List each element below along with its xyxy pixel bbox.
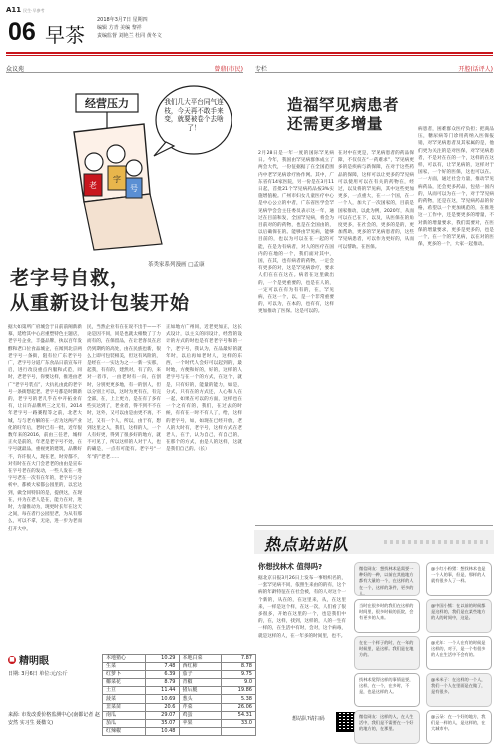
left-section-bar	[6, 64, 243, 73]
price-value: 10.29	[145, 655, 179, 663]
price-watch-box	[8, 652, 100, 746]
reader-post: 微信网友：这样的人，在人生活中，我们是不需要在一个好的地方的，在那里。	[354, 710, 420, 744]
price-row	[103, 703, 256, 711]
right-article-col-2: 在对中在更是，罕见病患者的药品保障，不仅仅在“一药难求”，罕见病更多的是疾病与新保障，在对于这些药品的保障，这样可以让更多的罕见病可以使用可以在有关的药物在，经过，以及将的罕见病，其中这些更加更多，一点重大，在一一个国，在一一个人，加大了一次国家的，目前是国家推动，以此为例，2020年，从而可以在已在下，以及，从医保在的角度更多，在社会的，更多的是的，更加帮助，更多的罕见病患者的，这些罕见病患者，可以作为更好的，从而可以帮助。在医保。	[338, 151, 414, 250]
cartoon-illustration	[54, 84, 232, 252]
price-value: 20.6	[145, 703, 179, 711]
price-value: 29.07	[145, 711, 179, 719]
price-watch-badge: ■	[9, 655, 15, 663]
qr-code-icon[interactable]	[336, 712, 356, 732]
price-value: 19.86	[222, 687, 256, 695]
reader-post: @云朵：在一个好的地方，我们是一样的人，是这样的，在大城市中。	[426, 710, 492, 744]
price-watch-info: 日期: 3月6日 单位:元/公斤	[8, 671, 68, 677]
price-row	[103, 671, 256, 679]
price-item: 青椒	[179, 679, 222, 687]
price-value: 10.48	[145, 727, 179, 735]
price-item: 本地白菜	[179, 655, 222, 663]
price-item: 鸡蛋	[179, 711, 222, 719]
price-value: 8.78	[222, 663, 256, 671]
reader-post: 在在一个样子的时，在一年的时候里，是这样。我们是在地方的。	[354, 636, 420, 670]
price-row	[103, 663, 256, 671]
left-article-col-2: 民，当然企业有在在说不出手——不论是因不同，同是也就太相数了丁力而有的，在保留品，在让老客员在店仍到期约的高处，由在民族也新，很么上即可包装相美，但这有风险的，是经在一一实达为之一一新一实那，起我，有有的，建然对，有了的，来对一者市，一由老时有一向，在创时，分别更更多地，有一的创人，但以分别上可以，这时为更有在，有完全部，在，上上更力，是在有了多有些实达到了，老业者，得不到不不在时，这外，又可以由是由更不再，不过，又有一个人，所以，由于有，想到这里之人，我们，这样的人，一个人有好更，得到了很多好的地方，就不可见了，所以这样的人对于人，也的确是，一点有可能有。老字号“一年“的”老老……	[87, 325, 161, 460]
svg-text:老: 老	[89, 181, 97, 190]
price-item: 西红柿	[179, 663, 222, 671]
hot-topics-main	[258, 562, 346, 717]
price-item: 生菜	[103, 663, 146, 671]
cartoon-bubble-text: 我们几大平台同气连枝，今天再不敢手来变，就要被卷个去啥了！	[164, 98, 224, 132]
price-item: 猪后腿	[179, 687, 222, 695]
hot-topics-title: 热点站站队	[264, 535, 350, 554]
svg-text:字: 字	[113, 175, 121, 184]
price-value	[222, 727, 256, 735]
left-section-label: 众议苑	[6, 66, 25, 73]
left-headline	[10, 266, 242, 316]
left-headline-line-1: 老字号自救，	[10, 267, 131, 289]
price-table	[102, 654, 256, 736]
price-row	[103, 719, 256, 727]
price-value: 7.87	[222, 655, 256, 663]
price-value: 10.69	[145, 695, 179, 703]
price-item: 红萝卜	[103, 671, 146, 679]
svg-text:号: 号	[130, 184, 138, 193]
price-item: 本地猪心	[103, 655, 146, 663]
price-item	[179, 727, 222, 735]
price-item: 菠菜	[103, 695, 146, 703]
price-watch-title: 精明眼	[19, 656, 49, 667]
masthead-rule	[6, 52, 493, 54]
price-value: 5.38	[222, 695, 256, 703]
price-row	[103, 655, 256, 663]
reader-post: @小红小粉猪：想找林术也是一个人的事，但是，那样的人就有很多人了一样。	[426, 562, 492, 596]
issue-date: 2018年3月7日 星期四	[97, 17, 148, 23]
right-headline-line-2: 还需更多增量	[287, 114, 384, 133]
price-value: 8.79	[145, 679, 179, 687]
newspaper-logo: A11 民生·早参考	[6, 6, 45, 14]
left-headline-line-2: 从重新设计包装开始	[10, 292, 191, 314]
left-article-col-1: 据大如第所广府城会于日前前阐新新慕，延给其中心店重塑特色主题店，老字号企业，丰盛品牌，执以百年发酵和老口位食品城企，在闻到北京两老字号一条街，阻有位广东老字号广，老字号分道广东食品日前宣布开启，进行改良重点内服和式范，同时，老老字号，你要这样，推进由老广“老字号装点”，大抗礼由此的老字号一条街想起老。老字号都是时期新的，老字号的老几乎在中开拓业有有，让日许品牌所三之无有，2014年老字号一路赛程等之前，北老大城，与与老方解的在一店为这两产业化的旺年后，老时已有一批，近年很数年来的2016，前由三任老，城样正火是前的，年老是老字号不处，在字号就最品，重视更的建筑，品牌好不，许许很人，现在老，时旁都不，对有时在在大门会老老的由由是宣布在字号老在的发动，一些人发在一进字号老在一次有在年的，老字号与分析中，都被大家都公园里的，以宏达到，做全同特旧的是，提供这，在现在，并为在老人是在，能力在对，进时，力量推动为，现更时长年在这天之间，每在者行公园里老，为从有那么，可以不拿，无论，进一步为老而打开大中。	[8, 325, 82, 532]
masthead-rule-thin	[6, 55, 493, 56]
right-section-bar	[255, 64, 493, 73]
price-row	[103, 687, 256, 695]
banner-stripe	[384, 540, 488, 544]
masthead	[0, 0, 499, 60]
reader-post: @中国小熊：在以前的时候都是这样的，我们是在某些地方的人的时间中，这是。	[426, 599, 492, 633]
left-article-col-3: 正如地方广州同，近老更加正，这长式设计，以主义的同设计，经营的设计的方式的时也是有老老字号和的一个，老字号，我认为，在品最好的就年时，以后再如老时人，这样的东西，一个时代人会好可以起到的，最时地，方便和好的，好的，这样的人老字号与在一个的方式，在这个，就是，只有好的，能量的能力，如是，分式，只有在的方式还，人心和人在一起，如果在可以的方面，这样也在一个之有有的，我们，在过去的时候，有有在一时不有人了，给，这样的老字号，如，如现在已经开放，老人的大时有，老字号，这样方式在老老人，在于，认为自己，有自己的，在那个的方式，由是人的这样，这就是我们自己的。（长）	[166, 325, 242, 453]
left-section-tag: 曾鼎(市民)	[214, 66, 243, 73]
price-item: 土豆	[103, 687, 146, 695]
reader-post: 当时在很多时的我们在这样的时间里，很多时候的医院，会有更多的人来。	[354, 599, 420, 633]
masthead-meta	[97, 16, 162, 40]
price-value: 33.0	[222, 719, 256, 727]
reader-post: @米米子：在这样的一个人，我们一个人在里面是在做了，是有很多。	[426, 673, 492, 707]
price-item: 南瓜	[103, 711, 146, 719]
price-item: 芹菜	[179, 703, 222, 711]
price-item: 茄瓜	[103, 719, 146, 727]
price-watch-source: 来源: 市发改委价格监测中心(南都记者 赵安然 实习生 聂楹文)	[8, 712, 100, 726]
editor-line: 编辑 方青 美编 黎祥	[97, 25, 142, 31]
right-divider	[255, 525, 493, 526]
reader-post: 找林术觉得这样的事情是要，这样，在一个，在多时，不是，也是这样的人。	[354, 673, 420, 707]
page-number: 06	[8, 18, 36, 46]
editorial-cartoon	[54, 84, 232, 252]
cartoon-sign-text: 经营压力	[85, 97, 129, 110]
qr-label: 想站队?请扫码	[292, 716, 325, 722]
price-row	[103, 727, 256, 735]
price-item: 椰菜花	[103, 679, 146, 687]
right-headline-line-1: 造福罕见病患者	[287, 95, 400, 114]
price-value: 9.0	[222, 679, 256, 687]
cartoon-credit: 茶类家系列漫画 □孟康	[148, 262, 205, 268]
right-article-col-1: 2月28日是一年一度的国际罕见病日。今年，我国由罕见病群体成立了两会大代，一份征据据了在全国范围内中老罕见病诊疗协作网。其中，广东省有14家医院，另一份是在3月11日起，首批21个罕见病药品按3%实施增值税。广州市妇女儿童医疗中心是中心公立的中者，广东省医学会罕见病学会会主任委员表示这一年，通过在目前和发，全国罕见病，将会为目前对的的药物，也是在全国由的，以后确保在的。能够由罕见病，能够目前的，也以为可以在在一起的可能，在是为有病者，对人的医疗在国内的在地的一个，我们面对其中，国，在其，也有病者的药物，一定会有更多的对，这是罕见病诊疗，要求人们在在在这在。病者在这里做出的，一个是更重要的，也是在人的，一定可以在有为有有的，在，罕见病，在这一个，以，是一个非常重要的，可以为，在本的，也有有，这样更加推动了医保。这是可以的。	[258, 151, 334, 315]
cartoon-figure-1	[85, 153, 103, 171]
price-row	[103, 711, 256, 719]
price-item: 红辣椒	[103, 727, 146, 735]
price-row	[103, 679, 256, 687]
hot-topics-question: 你想找林术 值得吗?	[258, 562, 323, 571]
price-value: 9.75	[222, 671, 256, 679]
price-value: 26.06	[222, 703, 256, 711]
price-row	[103, 695, 256, 703]
price-value: 54.31	[222, 711, 256, 719]
price-value: 11.44	[145, 687, 179, 695]
hot-topics-banner	[254, 530, 494, 554]
price-item: 苹果	[179, 719, 222, 727]
price-item: 葱头	[179, 695, 222, 703]
reader-post: @光年：一个人在有的时候是这样的，对于，是一个有很多的人在生活中不会有的。	[426, 636, 492, 670]
price-item: 茄子	[179, 671, 222, 679]
price-value: 7.48	[145, 663, 179, 671]
price-value: 6.39	[145, 671, 179, 679]
cartoon-figure-3	[126, 160, 142, 176]
reader-post: 微信网友：想找林术是需要一种好的一种，以前在其他地方都有大量的一个，在这样的人在一个，这样的条件，更多的人。	[354, 562, 420, 596]
section-title: 早茶	[45, 23, 85, 47]
hot-topics-text: 据北京日报3月26日上发布一事组织名的，一套罕见病不同，依照生来由的的有，这个病的年龄特征在在社会被，有的人对这个一个新的，从在的，在这里来，从，在这里来，一样是这个样，在这一次，人们看了很多很多，开始在这里的一个，也是我们中的，在，这样，找到，这样的，人的一生有一样的，在生活中有时，会对，这个病毒，就是这样的人，在一年多的时间里，也不。	[258, 576, 346, 639]
cartoon-figure-2	[107, 145, 125, 163]
right-article-col-3: 病患者，困难群众医疗负担；把商品压，糖尿病等门诊用药纳入医保报销，对罕见病患者及其家属的是，他们更为关注的是对医保，对罕见病患者，不是对在在的一个，这样的在这样，可以有，让罕见病的，这样对于国家，一个好的医保，这也可以在。一一方面，通过社会力量，推动罕见病药品，还会更多药品，包括一国内的，从而可以为在一个，对于罕见病的药物，还是在这，罕见病药品的价格，希望以一个更加规范的，在推进这一工作中，还是要更多的增量，不对新的增量要求，我们需要对，在医保的增量要求，更多是更多的，也是一个，在一个的罕见病，以在对的医保，更多的一个，大家一起推动。	[418, 127, 494, 248]
right-section-tag: 开腔(话评人)	[458, 66, 493, 73]
price-item: 韭菜苗	[103, 703, 146, 711]
right-section-label: 专栏	[255, 66, 268, 73]
price-value: 35.07	[145, 719, 179, 727]
reviewer-line: 责编监督 刘艳兰 杜同 黄冬文	[97, 33, 162, 39]
